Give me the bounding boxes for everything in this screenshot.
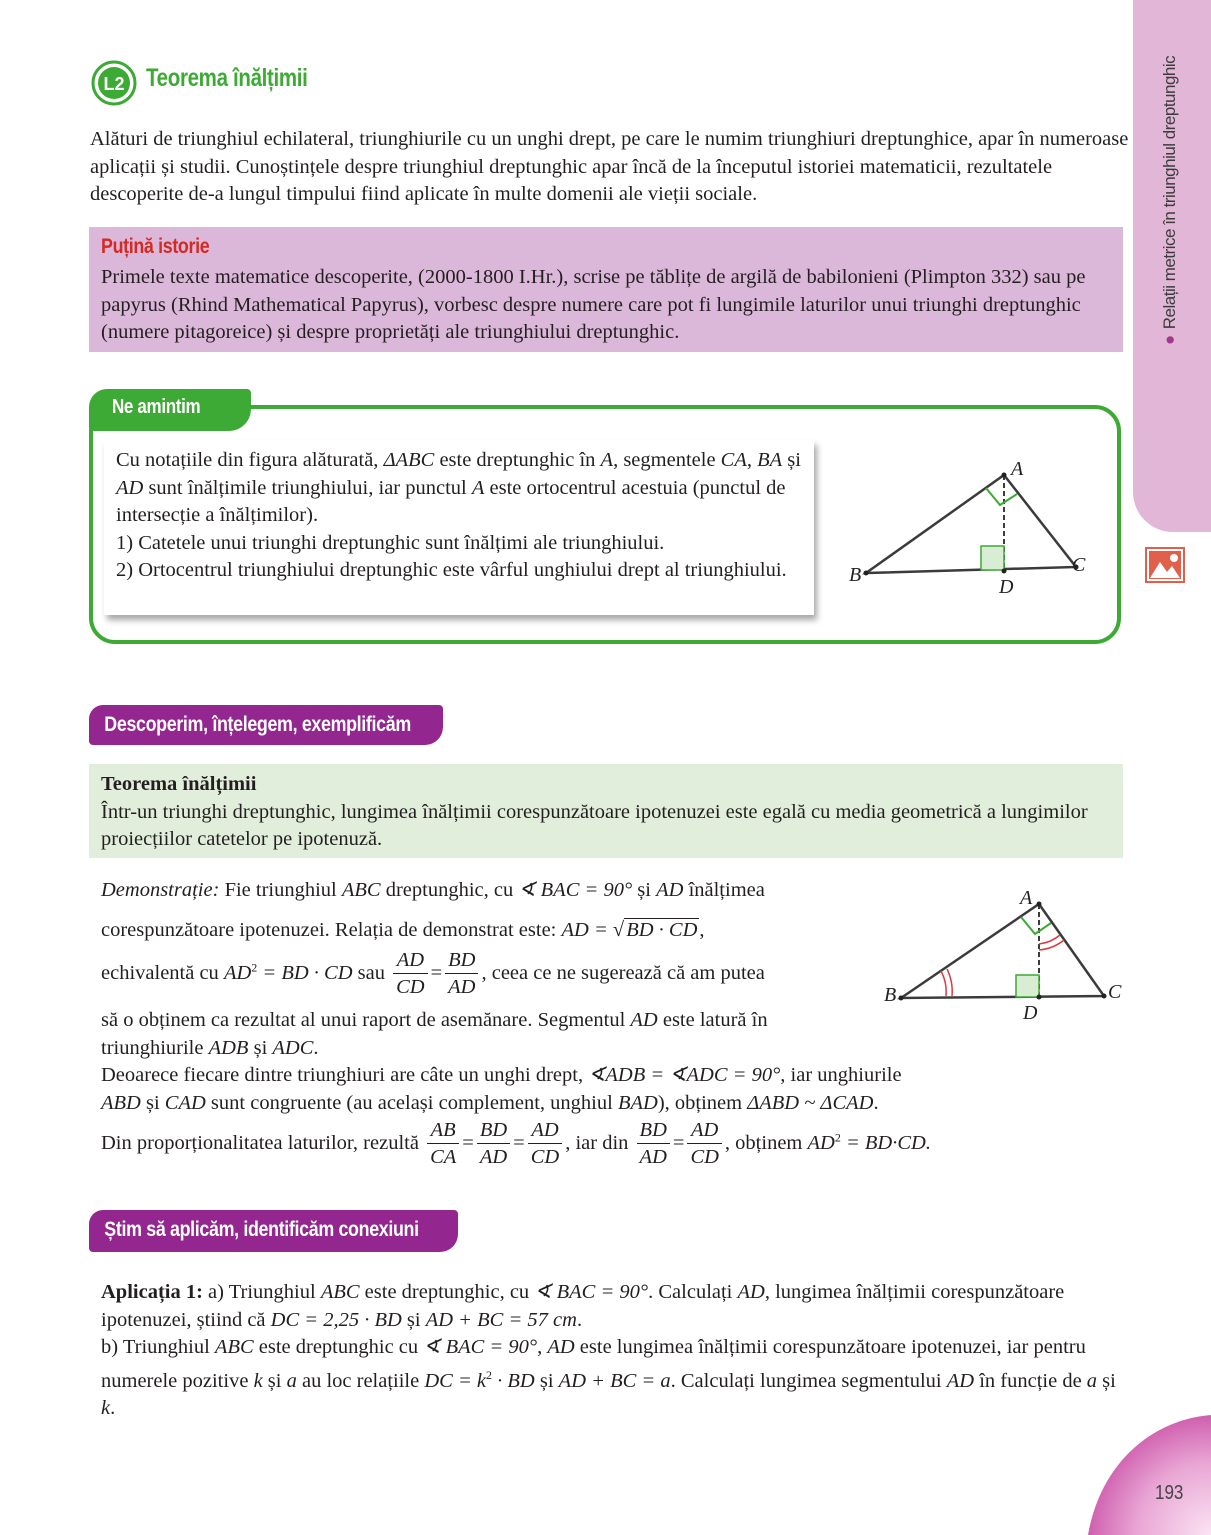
remember-text xyxy=(116,447,806,585)
label-C: C xyxy=(1108,981,1122,1003)
application-1 xyxy=(101,1279,1116,1422)
label-C: C xyxy=(1072,554,1086,576)
svg-text:L2: L2 xyxy=(103,74,125,94)
application-part-b: b) Triunghiul ABC este dreptunghic cu ∢ BAC = 90°, AD este lungimea înălțimii corespunzătoare ipotenuzei, iar pentru numerele pozitive k și a au loc relațiile DC = $k^2$ · BD și AD + BC = a. Calculați lungimea segmentului AD în funcție de a și k. xyxy=(101,1336,1116,1419)
demo-line-4: să o obținem ca rezultat al unui raport de asemănare. Segmentul AD este latură în triunghiurile ADB și ADC. xyxy=(101,1009,768,1059)
theorem-text xyxy=(101,771,1116,854)
chapter-side-label: ●Relații metrice în triunghiul dreptunghic xyxy=(1160,55,1179,345)
demo-line-3: echivalentă cu $AD^2$ = BD · CD sau $\frac{AD}{CD}$ = $\frac{BD}{AD}$ , ceea ce ne sugerează că am putea xyxy=(101,949,765,998)
triangle-figure-2 xyxy=(880,880,1130,1025)
history-title: Puțină istorie xyxy=(101,235,210,258)
label-A: A xyxy=(1020,887,1033,909)
label-A: A xyxy=(1011,458,1024,480)
list-item: 2) Ortocentrul triunghiului dreptunghic este vârful unghiului drept al triunghiului. xyxy=(116,559,787,581)
theorem-title: Teorema înălțimii xyxy=(101,773,257,795)
demo-line-2: corespunzătoare ipotenuzei. Relația de demonstrat este: AD = √BD · CD, xyxy=(101,919,705,941)
demo-line-1: Demonstrație: Fie triunghiul ABC dreptunghic, cu ∢ BAC = 90° și AD înălțimea xyxy=(101,879,765,901)
label-D: D xyxy=(1023,1002,1038,1024)
demo-line-8: Din proporționalitatea laturilor, rezultă $\frac{AB}{CA}$ = $\frac{BD}{AD}$ = $\frac{AD}{CD}$ , iar din $\frac{BD}{AD}$ = $\frac{AD}{CD}$ , obținem $AD^2 = BD\cdot CD$. xyxy=(101,1119,931,1168)
label-B: B xyxy=(884,984,897,1006)
page-corner-decoration xyxy=(1080,1415,1211,1535)
label-B: B xyxy=(849,564,862,586)
label-D: D xyxy=(999,576,1014,598)
image-icon[interactable] xyxy=(1145,547,1185,583)
lesson-title: Teorema înălțimii xyxy=(146,64,308,92)
remember-list xyxy=(116,530,806,585)
section-header-discover: Descoperim, înțelegem, exemplificăm xyxy=(89,705,443,745)
remember-label: Ne amintim xyxy=(112,396,201,418)
theorem-statement: Într-un triunghi dreptunghic, lungimea înălțimii corespunzătoare ipotenuzei este egală cu media geometrică a lungimilor proiecțiilor catetelor pe ipotenuză. xyxy=(101,800,1088,850)
remember-paragraph: Cu notațiile din figura alăturată, ΔABC este dreptunghic în A, segmentele CA, BA și AD sunt înălțimile triunghiului, iar punctul A este ortocentrul acestuia (punctul de intersecție a înălțimilor). xyxy=(116,449,801,526)
triangle-figure-1 xyxy=(840,455,1100,600)
application-part-a: Aplicația 1: a) Triunghiul ABC este dreptunghic, cu ∢ BAC = 90°. Calculați AD, lungimea înălțimii corespunzătoare ipotenuzei, știind că DC = 2,25 · BD și AD + BC = 57 cm. xyxy=(101,1281,1065,1331)
lesson-badge-icon xyxy=(91,60,137,106)
history-text: Primele texte matematice descoperite, (2000-1800 I.Hr.), scrise pe tăblițe de argilă de babilonieni (Plimpton 332) sau pe papyrus (Rhind Mathematical Papyrus), vorbesc despre numere care pot fi lungimile laturilor unui triunghi dreptunghic (numere pitagoreice) și despre proprietăți ale triunghiului dreptunghic. xyxy=(101,266,1086,343)
demo-line-6: Deoarece fiecare dintre triunghiuri are câte un unghi drept, ∢ADB = ∢ADC = 90°, iar unghiurile ABD și CAD sunt congruente (au același complement, unghiul BAD), obținem ΔABD ~ ΔCAD. xyxy=(101,1064,902,1114)
intro-paragraph: Alături de triunghiul echilateral, triunghiurile cu un unghi drept, pe care le numim triunghiuri dreptunghice, apar în numeroase aplicații și studii. Cunoștințele despre triunghiul dreptunghic apar încă de la începutul istoriei matematicii, rezultatele descoperite de-a lungul timpului fiind aplicate în multe domenii ale vieții sociale. xyxy=(90,128,1129,205)
page-number: 193 xyxy=(1155,1482,1184,1504)
section-header-apply: Știm să aplicăm, identificăm conexiuni xyxy=(89,1210,458,1252)
list-item: 1) Catetele unui triunghi dreptunghic sunt înălțimi ale triunghiului. xyxy=(116,531,665,554)
